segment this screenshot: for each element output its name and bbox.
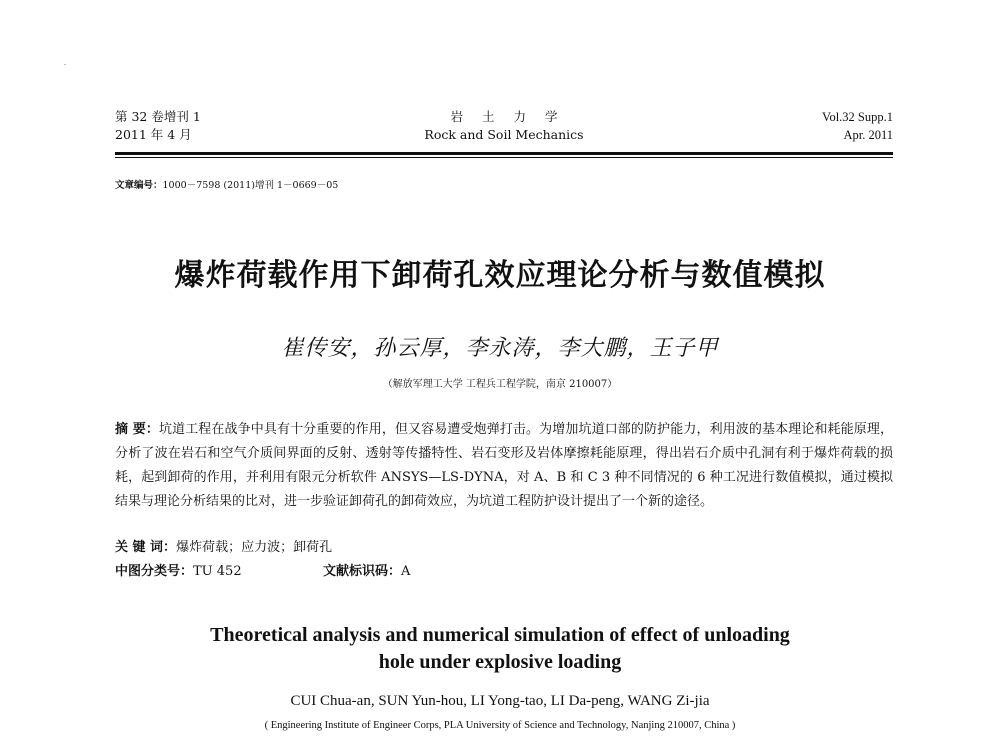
classification-label: 中图分类号：: [115, 564, 194, 579]
affiliation-cn: （解放军理工大学 工程兵工程学院，南京 210007）: [382, 379, 618, 390]
keywords-label: 关 键 词：: [115, 540, 177, 555]
date-en: Apr. 2011: [843, 128, 893, 142]
journal-name-en: Rock and Soil Mechanics: [424, 127, 584, 142]
abstract-label: 摘 要：: [115, 422, 159, 437]
header-rule-thick: [115, 152, 893, 155]
title-en: [0, 622, 1000, 676]
keywords-value: 爆炸荷载；应力波；卸荷孔: [176, 540, 333, 555]
title-cn: 爆炸荷载作用下卸荷孔效应理论分析与数值模拟: [174, 258, 826, 293]
article-number-label: 文章编号：: [115, 180, 163, 191]
volume-cn: 第 32 卷增刊 1: [115, 109, 201, 124]
classification-value: TU 452: [193, 564, 242, 579]
keywords: [115, 538, 332, 558]
document-code-value: A: [401, 564, 411, 579]
scan-speck: [64, 64, 66, 65]
title-en-line1: Theoretical analysis and numerical simulation of effect of unloading: [210, 624, 790, 646]
journal-name-cn: 岩土力学: [450, 109, 577, 124]
document-code-label: 文献标识码：: [323, 564, 402, 579]
volume-en: Vol.32 Supp.1: [822, 110, 893, 124]
authors-cn: 崔传安，孙云厚，李永涛，李大鹏，王子甲: [281, 336, 719, 361]
article-number: [115, 177, 338, 191]
header-right: [822, 108, 893, 144]
article-number-value: 1000－7598 (2011)增刊 1－0669－05: [162, 180, 339, 191]
journal-header: [115, 108, 893, 152]
abstract: [115, 418, 893, 514]
classification: [115, 562, 515, 582]
date-cn: 2011 年 4 月: [115, 127, 192, 142]
header-center: [115, 108, 893, 144]
abstract-text: 坑道工程在战争中具有十分重要的作用，但又容易遭受炮弹打击。为增加坑道口部的防护能力，利用波的基本理论和耗能原理，分析了波在岩石和空气介质间界面的反射、透射等传播特性、岩石变形及岩体摩擦耗能原理，得出岩石介质中孔洞有利于爆炸荷载的损耗，起到卸荷的作用，并利用有限元分析软件 ANSYS—LS-DYNA，对 A、B 和 C 3 种不同情况的 6 种工况进行数值模拟，通过模拟结果与理论分析结果的比对，进一步验证卸荷孔的卸荷效应，为坑道工程防护设计提出了一个新的途径。: [115, 422, 893, 509]
affiliation-en: ( Engineering Institute of Engineer Corps, PLA University of Science and Technology, Nanjing 210007, China ): [264, 720, 736, 731]
document-code: [323, 562, 410, 582]
title-en-line2: hole under explosive loading: [378, 651, 622, 673]
authors-en: CUI Chua-an, SUN Yun-hou, LI Yong-tao, LI Da-peng, WANG Zi-jia: [290, 693, 710, 709]
header-rule-thin: [115, 157, 893, 158]
